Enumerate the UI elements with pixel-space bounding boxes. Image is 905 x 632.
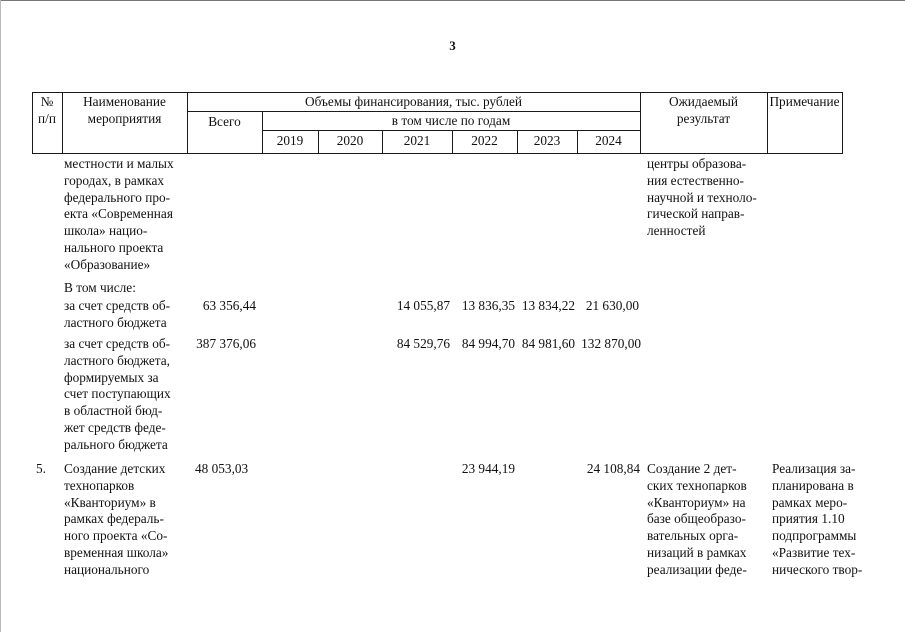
- cont-name: местности и малых городах, в рамках федерального про- екта «Современная школа» нацио- нального проекта «Образование»: [64, 156, 174, 272]
- sub2-2024: 132 870,00: [581, 336, 641, 351]
- header-note: Примечание: [769, 94, 840, 109]
- header-year-2019: 2019: [276, 133, 304, 148]
- row5-name: Создание детских технопарков «Кванториум» в рамках федераль- ного проекта «Со- временная школа» национального: [64, 461, 169, 577]
- including-label: В том числе:: [64, 280, 136, 295]
- header-by-years: в том числе по годам: [391, 113, 511, 128]
- header-year-2024: 2024: [595, 133, 622, 148]
- row5-num: 5.: [36, 461, 46, 476]
- header-funding: Объемы финансирования, тыс. рублей: [305, 94, 522, 109]
- sub1-2023: 13 834,22: [521, 298, 575, 313]
- header-name: Наименование мероприятия: [83, 94, 166, 126]
- sub2-total: 387 376,06: [196, 336, 256, 351]
- sub2-name: за счет средств об- ластного бюджета, формируемых за счет поступающих в областной бюд- жет средств феде- рального бюджета: [64, 336, 171, 452]
- header-num: № п/п: [38, 94, 56, 126]
- sub1-name: за счет средств об- ластного бюджета: [64, 298, 171, 330]
- header-total: Всего: [208, 114, 241, 129]
- header-year-2021: 2021: [403, 133, 431, 148]
- header-year-2022: 2022: [471, 133, 498, 148]
- row5-2022: 23 944,19: [461, 461, 515, 476]
- header-year-2023: 2023: [533, 133, 561, 148]
- row5-result: Создание 2 дет- ских технопарков «Кванториум» на базе общеобразо- вательных орга- низаций в рамках реализации феде-: [647, 461, 747, 577]
- header-result: Ожидаемый результат: [669, 94, 738, 126]
- sub2-2022: 84 994,70: [461, 336, 515, 351]
- scan-edge-top: [0, 0, 905, 1]
- row5-2024: 24 108,84: [586, 461, 640, 476]
- sub1-total: 63 356,44: [202, 298, 256, 313]
- sub1-2021: 14 055,87: [396, 298, 450, 313]
- page-number: 3: [449, 38, 456, 53]
- cont-result: центры образова- ния естественно- научной и техноло- гической направ- ленностей: [647, 156, 757, 239]
- header-year-2020: 2020: [336, 133, 364, 148]
- row5-note: Реализация за- планирована в рамках меро- приятия 1.10 подпрограммы «Развитие тех- нического твор-: [772, 461, 863, 577]
- sub2-2023: 84 981,60: [521, 336, 575, 351]
- row5-total: 48 053,03: [195, 461, 249, 476]
- sub1-2024: 21 630,00: [585, 298, 639, 313]
- scan-edge-left: [0, 0, 1, 632]
- sub2-2021: 84 529,76: [396, 336, 450, 351]
- sub1-2022: 13 836,35: [461, 298, 515, 313]
